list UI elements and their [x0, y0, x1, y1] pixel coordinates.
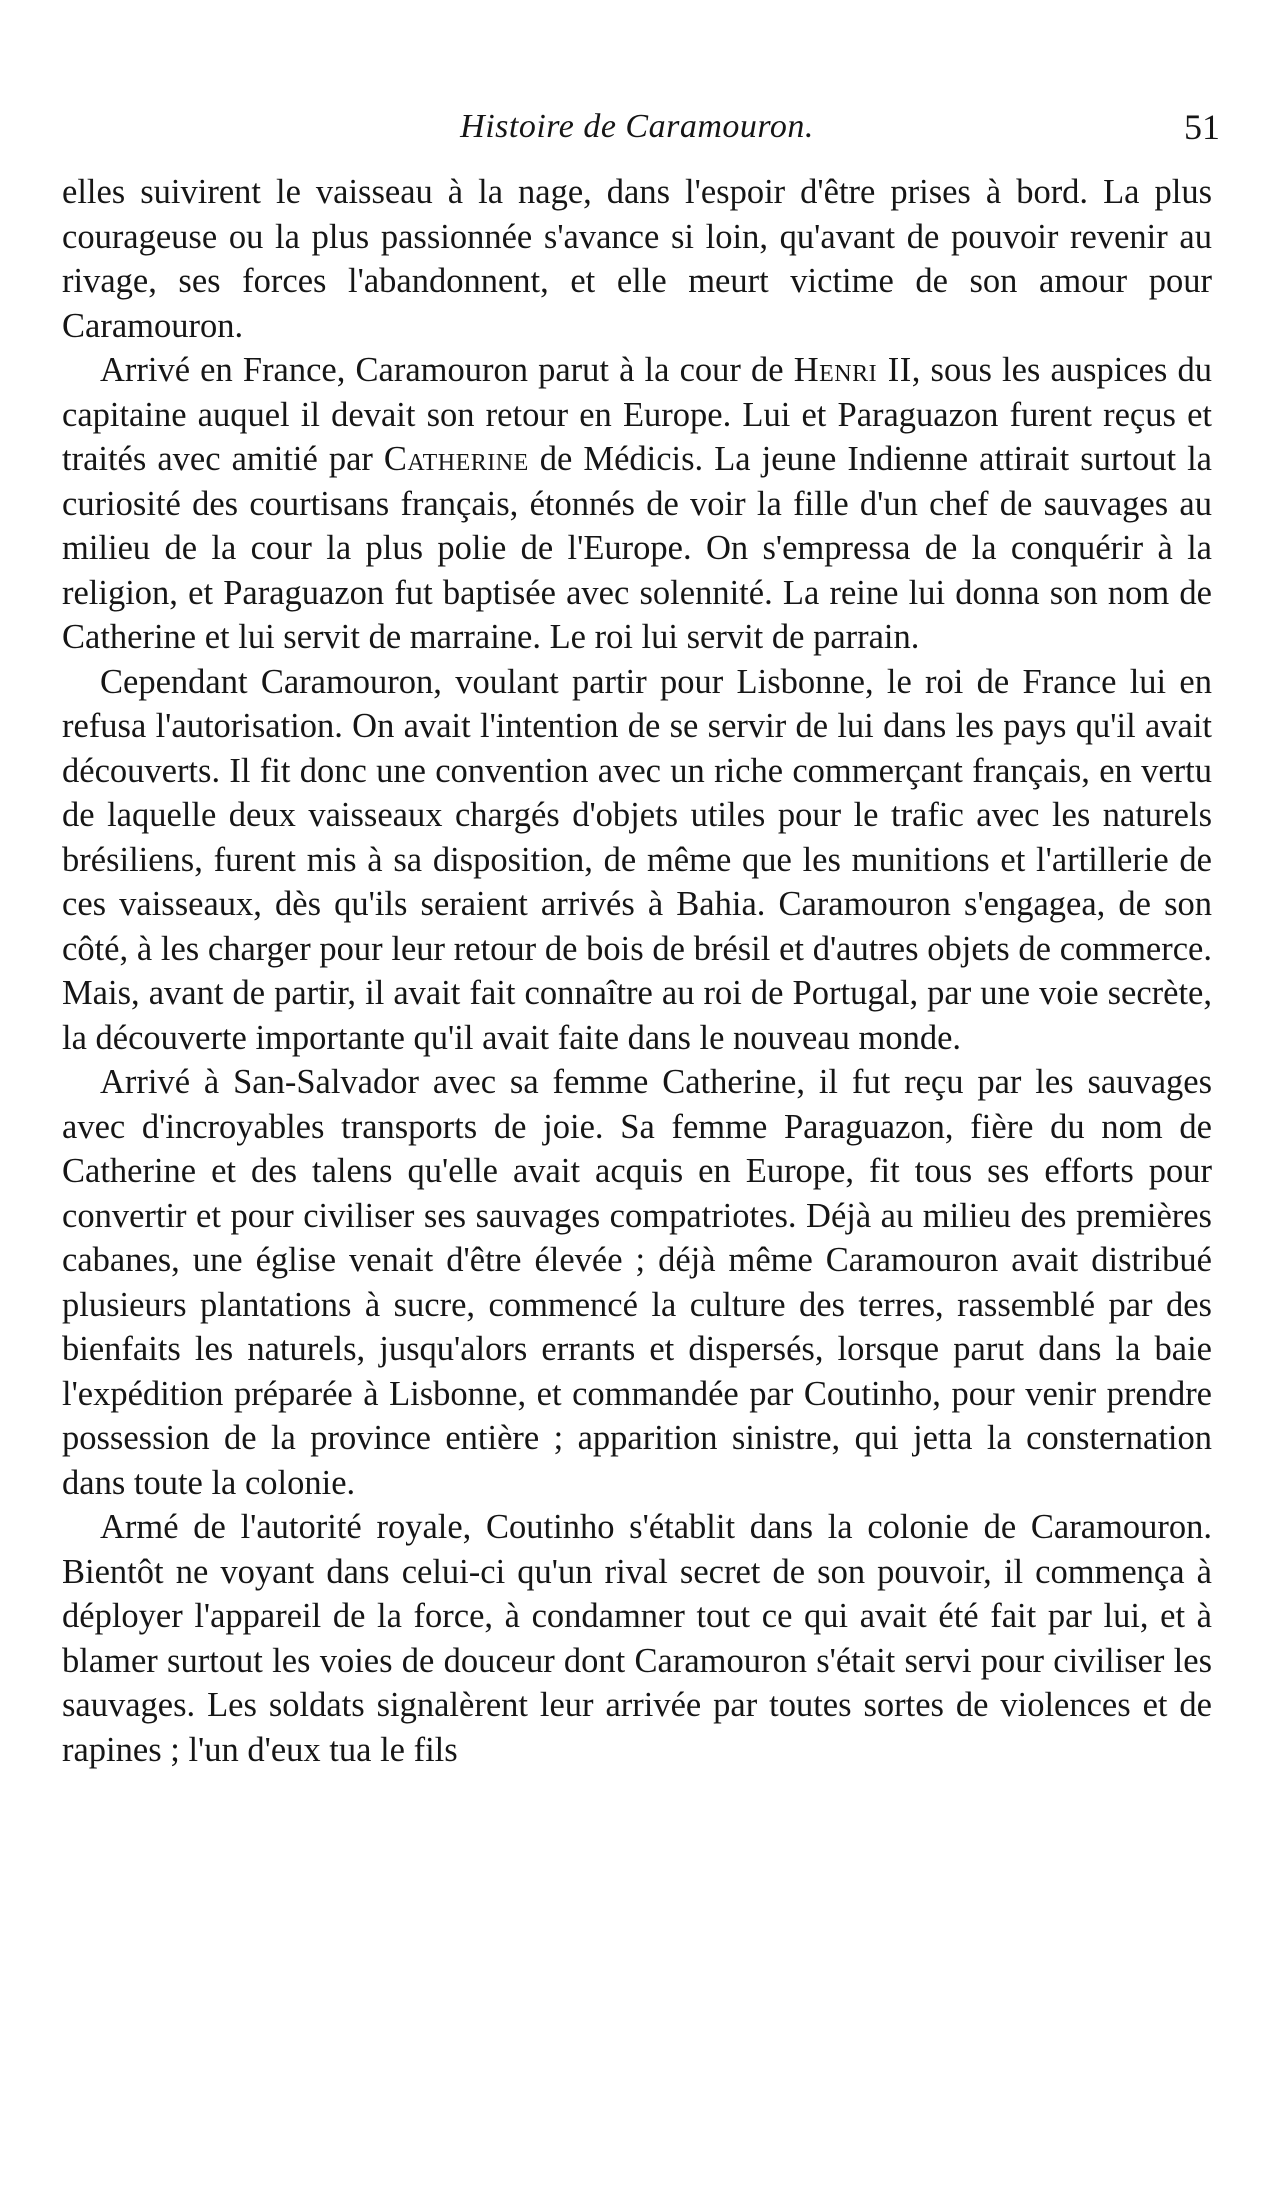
small-caps-name: Catherine — [383, 440, 529, 478]
paragraph — [62, 1505, 1212, 1772]
paragraph — [62, 660, 1212, 1061]
text-run: Arrivé en France, Caramouron parut à la cour de — [100, 351, 794, 389]
paragraph — [62, 1060, 1212, 1505]
page-number: 51 — [1184, 107, 1220, 147]
text-run: Cependant Caramouron, voulant partir pour Lisbonne, le roi de France lui en refusa l'autorisation. On avait l'intention de se servir de lui dans les pays qu'il avait découverts. Il fit donc une convention avec un riche commerçant français, en vertu de laquelle deux vaisseaux chargés d'objets utiles pour le trafic avec les naturels brésiliens, furent mis à sa disposition, de même que les munitions et l'artillerie de ces vaisseaux, dès qu'ils seraient arrivés à Bahia. Caramouron s'engagea, de son côté, à les charger pour leur retour de bois de brésil et d'autres objets de commerce. Mais, avant de partir, il avait fait connaître au roi de Portugal, par une voie secrète, la découverte importante qu'il avait faite dans le nouveau monde. — [62, 662, 1212, 1057]
body-text — [62, 170, 1212, 1772]
text-run: de Médicis. La jeune Indienne attirait surtout la curiosité des courtisans français, étonnés de voir la fille d'un chef de sauvages au milieu de la cour la plus polie de l'Europe. On s'empressa de la conquérir à la religion, et Paraguazon fut baptisée avec solennité. La reine lui donna son nom de Catherine et lui servit de marraine. Le roi lui servit de parrain. — [62, 440, 1212, 656]
small-caps-name: Henri II — [793, 351, 912, 389]
text-run: Arrivé à San-Salvador avec sa femme Catherine, il fut reçu par les sauvages avec d'incroyables transports de joie. Sa femme Paraguazon, fière du nom de Catherine et des talens qu'elle avait acquis en Europe, fit tous ses efforts pour convertir et pour civiliser ses sauvages compatriotes. Déjà au milieu des premières cabanes, une église venait d'être élevée ; déjà même Caramouron avait distribué plusieurs plantations à sucre, commencé la culture des terres, rassemblé par des bienfaits les naturels, jusqu'alors errants et dispersés, lorsque parut dans la baie l'expédition préparée à Lisbonne, et commandée par Coutinho, pour venir prendre possession de la province entière ; apparition sinistre, qui jetta la consternation dans toute la colonie. — [62, 1063, 1212, 1502]
text-run: elles suivirent le vaisseau à la nage, dans l'espoir d'être prises à bord. La plus courageuse ou la plus passionnée s'avance si loin, qu'avant de pouvoir revenir au rivage, ses forces l'abandonnent, et elle meurt victime de son amour pour Caramouron. — [62, 173, 1212, 345]
running-title: Histoire de Caramouron. — [460, 108, 814, 145]
paragraph — [62, 348, 1212, 660]
text-run: Armé de l'autorité royale, Coutinho s'établit dans la colonie de Caramouron. Bientôt ne voyant dans celui-ci qu'un rival secret de son pouvoir, il commença à déployer l'appareil de la force, à condamner tout ce qui avait été fait par lui, et à blamer surtout les voies de douceur dont Caramouron s'était servi pour civiliser les sauvages. Les soldats signalèrent leur arrivée par toutes sortes de violences et de rapines ; l'un d'eux tua le fils — [62, 1508, 1212, 1769]
text-run: , sous les auspices du capitaine auquel il devait son retour en Europe. Lui et Paraguazon furent reçus et traités avec amitié par — [62, 351, 1212, 478]
paragraph — [62, 170, 1212, 348]
book-page — [62, 100, 1220, 1772]
running-head — [62, 100, 1220, 152]
